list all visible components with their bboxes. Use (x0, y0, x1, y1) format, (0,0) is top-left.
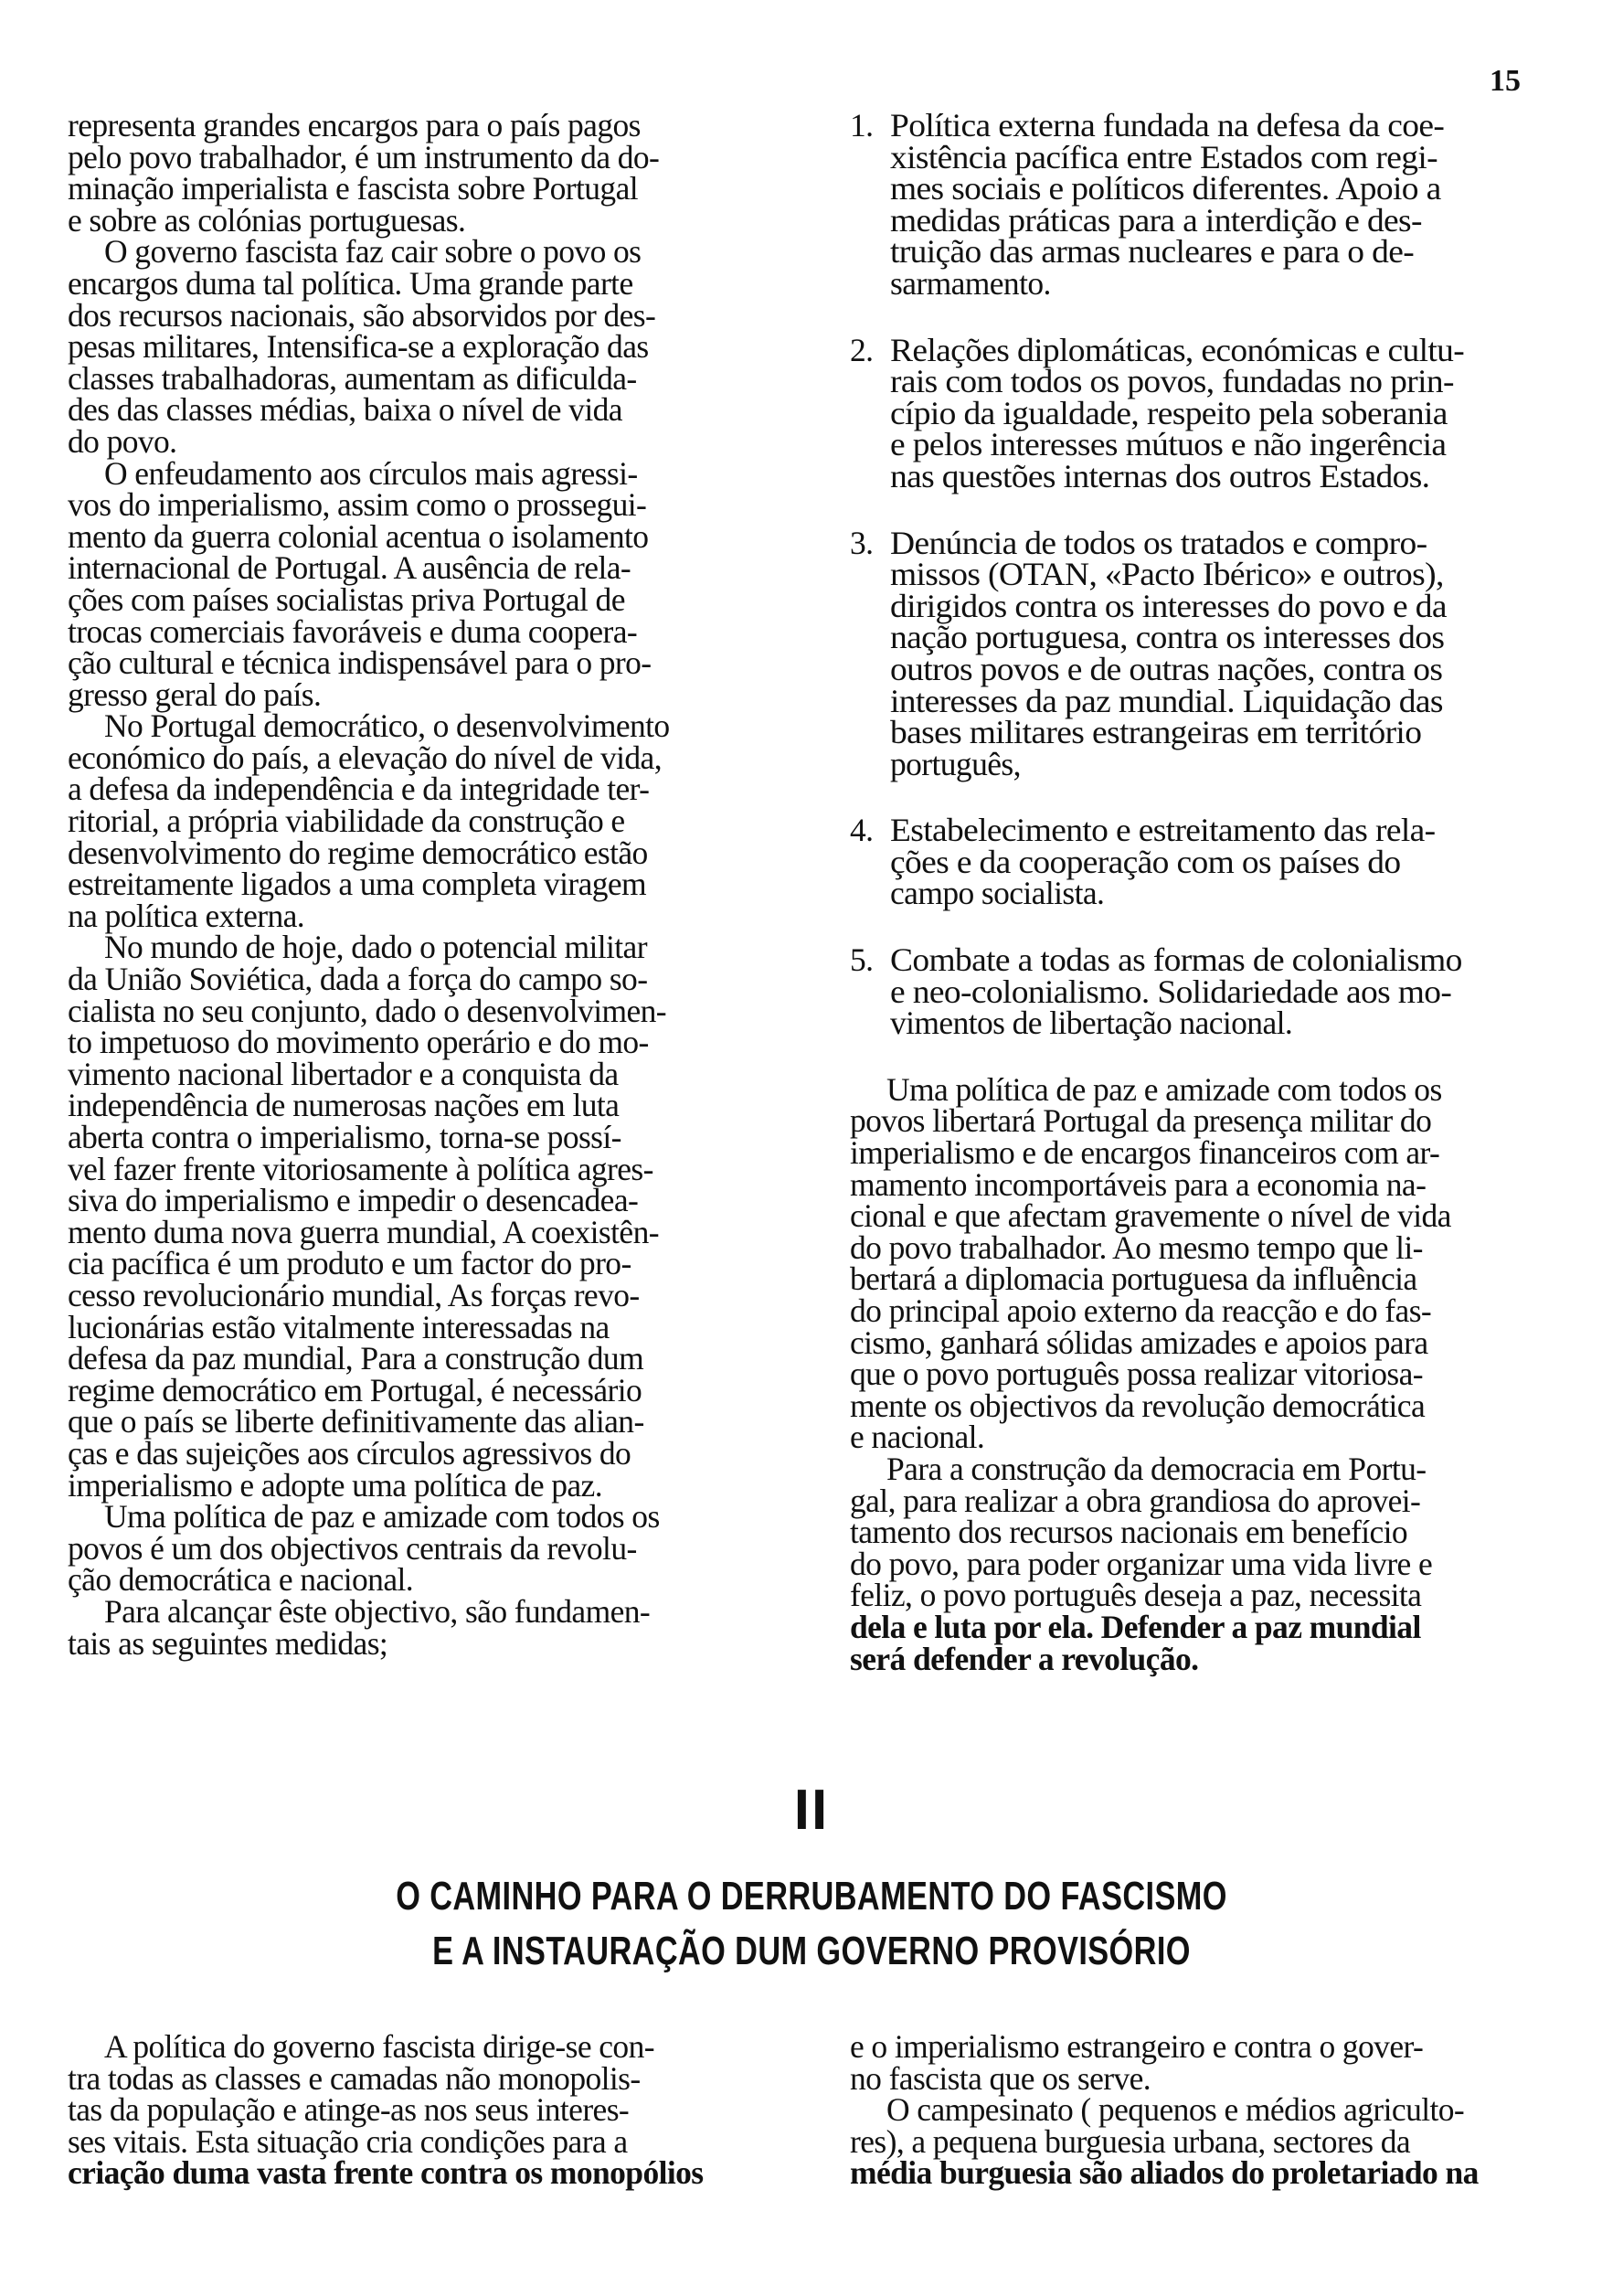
text-line: Estabelecimento e estreitamento das rela- (890, 812, 1436, 849)
text-line: imperialismo e de encargos financeiros com ar- (850, 1134, 1440, 1172)
measure-number: 3. (850, 524, 874, 561)
measure-item-3 (850, 524, 1608, 782)
text-line: do povo trabalhador. Ao mesmo tempo que li- (850, 1228, 1423, 1266)
text-line: tra todas as classes e camadas não monopolis- (68, 2059, 641, 2097)
text-line: tas da população e atinge-as nos seus interes- (68, 2091, 630, 2129)
text-line: minação imperialista e fascista sobre Portugal (68, 170, 639, 207)
text-line: do povo, para poder organizar uma vida livre e (850, 1545, 1433, 1582)
measure-item-1 (850, 107, 1608, 302)
text-line: económico do país, a elevação do nível de vida, (68, 739, 662, 776)
text-line: interesses da paz mundial. Liquidação das (890, 682, 1443, 719)
text-line: cional e que afectam gravemente o nível de vida (850, 1197, 1451, 1235)
text-line: rais com todos os povos, fundadas no prin- (890, 363, 1454, 400)
text-line: outros povos e de outras nações, contra os (890, 650, 1443, 687)
text-line: O campesinato ( pequenos e médios agriculto- (886, 2091, 1465, 2129)
text-line: Para alcançar êste objectivo, são fundamen- (104, 1592, 651, 1630)
text-line: mente os objectivos da revolução democrática (850, 1387, 1426, 1424)
text-line: O governo fascista faz cair sobre o povo os (104, 233, 642, 271)
text-line: ses vitais. Esta situação cria condições para a (68, 2122, 628, 2160)
text-line: será defender a revolução. (850, 1640, 1199, 1677)
text-line: representa grandes encargos para o país pagos (68, 107, 641, 144)
text-line: trocas comerciais favoráveis e duma coopera- (68, 612, 638, 650)
text-line: do principal apoio externo da reacção e do fas- (850, 1292, 1432, 1329)
text-line: to impetuoso do movimento operário e do mo- (68, 1024, 649, 1061)
text-line: campo socialista. (890, 875, 1105, 912)
text-line: mes sociais e políticos diferentes. Apoio a (890, 170, 1441, 207)
section-left-column (68, 2028, 826, 2192)
section-title-line-2: E A INSTAURAÇÃO DUM GOVERNO PROVISÓRIO (432, 1929, 1191, 1973)
text-line: do povo. (68, 422, 177, 460)
text-line: e nacional. (850, 1419, 985, 1456)
measure-number: 5. (850, 941, 874, 979)
text-line: defesa da paz mundial, Para a construção dum (68, 1340, 644, 1377)
text-line: missos (OTAN, «Pacto Ibérico» e outros), (890, 556, 1444, 593)
text-line: nação portuguesa, contra os interesses dos (890, 619, 1445, 656)
text-line: mento duma nova guerra mundial, A coexistên- (68, 1213, 659, 1250)
text-line: vel fazer frente vitoriosamente à política agres- (68, 1150, 653, 1187)
text-line: encargos duma tal política. Uma grande parte (68, 264, 633, 302)
text-line: Uma política de paz e amizade com todos os (104, 1498, 660, 1536)
text-line: bertará a diplomacia portuguesa da influência (850, 1260, 1417, 1298)
text-line: mamento incomportáveis para a economia na- (850, 1165, 1427, 1203)
text-line: dirigidos contra os interesses do povo e da (890, 587, 1447, 624)
text-line: e neo-colonialismo. Solidariedade aos mo- (890, 973, 1452, 1010)
text-line: Para a construção da democracia em Portu- (886, 1450, 1427, 1487)
text-line: Combate a todas as formas de colonialismo (890, 941, 1462, 979)
text-line: cialista no seu conjunto, dado o desenvolvimen- (68, 992, 667, 1029)
measure-item-5 (850, 941, 1608, 1042)
measure-item-2 (850, 331, 1608, 494)
measure-number: 2. (850, 331, 874, 368)
text-line: português, (890, 745, 1021, 782)
text-line: cesso revolucionário mundial, As forças revo- (68, 1276, 640, 1313)
text-line: medidas práticas para a interdição e des- (890, 201, 1422, 239)
text-line: internacional de Portugal. A ausência de rela- (68, 549, 631, 587)
text-line: A política do governo fascista dirige-se con- (104, 2028, 654, 2065)
text-line: ção cultural e técnica indispensável para o pro- (68, 644, 652, 682)
text-line: desenvolvimento do regime democrático estão (68, 834, 648, 871)
text-line: imperialismo e adopte uma política de paz. (68, 1466, 602, 1504)
text-line: No Portugal democrático, o desenvolvimento (104, 707, 670, 745)
text-line: xistência pacífica entre Estados com regi- (890, 138, 1437, 175)
text-line: e pelos interesses mútuos e não ingerência (890, 426, 1447, 463)
text-line: O enfeudamento aos círculos mais agressi- (104, 454, 638, 492)
text-line: vos do imperialismo, assim como o prossegui- (68, 486, 647, 524)
section-numeral: II (793, 1779, 830, 1842)
text-line: No mundo de hoje, dado o potencial militar (104, 929, 647, 966)
text-line: criação duma vasta frente contra os monopólios (68, 2154, 704, 2192)
text-line: dela e luta por ela. Defender a paz mundial (850, 1608, 1421, 1645)
text-line: média burguesia são aliados do proletariado na (850, 2154, 1479, 2192)
text-line: aberta contra o imperialismo, torna-se possí- (68, 1119, 621, 1155)
text-line: vimentos de libertação nacional. (890, 1004, 1293, 1042)
text-line: Relações diplomáticas, económicas e cultu- (890, 331, 1465, 368)
text-line: dos recursos nacionais, são absorvidos por des- (68, 296, 656, 334)
left-column (68, 107, 826, 1662)
text-line: tamento dos recursos nacionais em benefício (850, 1514, 1408, 1551)
text-line: da União Soviética, dada a força do campo so- (68, 961, 648, 998)
text-line: lucionárias estão vitalmente interessadas na (68, 1308, 610, 1345)
text-line: povos libertará Portugal da presença militar do (850, 1102, 1432, 1140)
measure-item-4 (850, 812, 1608, 912)
section-right-column (850, 2028, 1608, 2192)
text-line: Uma política de paz e amizade com todos os (886, 1070, 1442, 1108)
section-title-line-1: O CAMINHO PARA O DERRUBAMENTO DO FASCISMO (396, 1874, 1227, 1919)
text-line: regime democrático em Portugal, é necessário (68, 1371, 642, 1408)
text-line: gal, para realizar a obra grandiosa do aprovei- (850, 1482, 1421, 1519)
text-line: cípio da igualdade, respeito pela soberania (890, 394, 1448, 431)
right-column (850, 107, 1608, 1677)
text-line: ções e da cooperação com os países do (890, 843, 1401, 880)
text-line: pelo povo trabalhador, é um instrumento da do- (68, 138, 660, 175)
text-line: cismo, ganhará sólidas amizades e apoios para (850, 1323, 1428, 1361)
text-line: des das classes médias, baixa o nível de vida (68, 391, 622, 429)
text-line: e o imperialismo estrangeiro e contra o gover- (850, 2028, 1424, 2065)
page-number: 15 (1490, 64, 1521, 98)
text-line: ção democrática e nacional. (68, 1561, 414, 1599)
text-line: independência de numerosas nações em luta (68, 1087, 620, 1124)
text-line: res), a pequena burguesia urbana, sectores da (850, 2122, 1411, 2160)
text-line: Política externa fundada na defesa da coe- (890, 107, 1445, 144)
text-line: tais as seguintes medidas; (68, 1624, 388, 1662)
text-line: mento da guerra colonial acentua o isolamento (68, 517, 649, 555)
text-line: pesas militares, Intensifica-se a exploração das (68, 328, 649, 366)
text-line: ritorial, a própria viabilidade da construção e (68, 803, 625, 840)
text-line: ções com países socialistas priva Portugal de (68, 580, 625, 618)
text-line: e sobre as colónias portuguesas. (68, 201, 466, 239)
text-line: siva do imperialismo e impedir o desencadea- (68, 1182, 639, 1219)
text-line: feliz, o povo português deseja a paz, necessita (850, 1577, 1422, 1614)
text-line: vimento nacional libertador e a conquista da (68, 1055, 619, 1092)
text-line: a defesa da independência e da integridade ter- (68, 771, 650, 808)
text-line: nas questões internas dos outros Estados. (890, 457, 1430, 494)
right-paragraphs (850, 1070, 1608, 1677)
text-line: sarmamento. (890, 264, 1051, 302)
text-line: bases militares estrangeiras em território (890, 714, 1422, 751)
text-line: truição das armas nucleares e para o de- (890, 233, 1415, 271)
text-line: povos é um dos objectivos centrais da revolu- (68, 1529, 637, 1567)
measure-number: 1. (850, 107, 874, 144)
text-line: gresso geral do país. (68, 675, 322, 713)
text-line: que o país se liberte definitivamente das alian- (68, 1403, 644, 1440)
text-line: no fascista que os serve. (850, 2059, 1151, 2097)
text-line: que o povo português possa realizar vitoriosa- (850, 1355, 1424, 1393)
text-line: cia pacífica é um produto e um factor do pro- (68, 1245, 631, 1282)
text-line: estreitamente ligados a uma completa viragem (68, 866, 647, 903)
measure-number: 4. (850, 812, 874, 849)
text-line: classes trabalhadoras, aumentam as dificulda- (68, 359, 637, 397)
text-line: na política externa. (68, 897, 305, 934)
text-line: ças e das sujeições aos círculos agressivos do (68, 1434, 631, 1472)
text-line: Denúncia de todos os tratados e compro- (890, 524, 1427, 561)
